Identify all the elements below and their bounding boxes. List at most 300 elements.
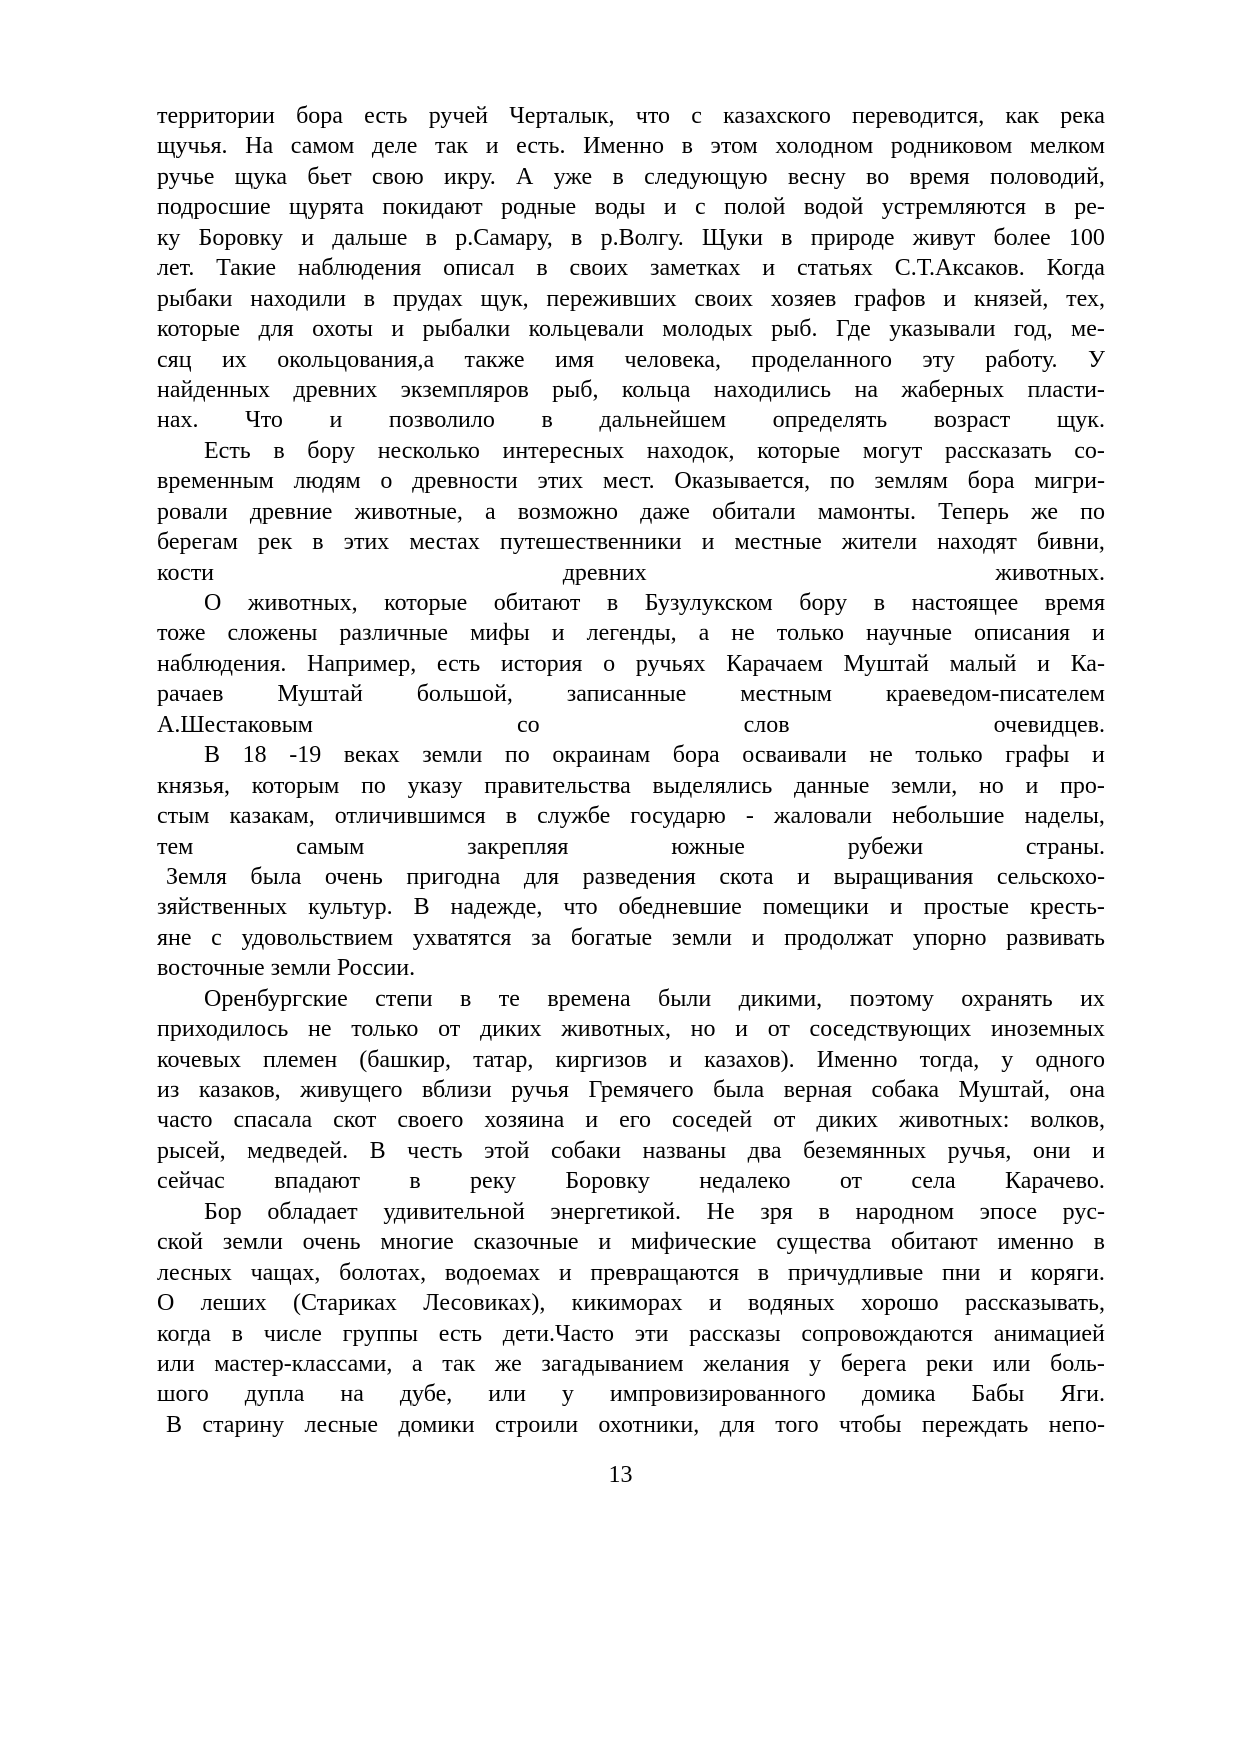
word: непо- (1048, 1411, 1105, 1438)
word: бору (307, 437, 356, 464)
word: числе (263, 1320, 322, 1347)
word: и (1092, 620, 1105, 647)
word: бивни, (1036, 529, 1105, 556)
word: по (829, 468, 855, 495)
word: Что (245, 407, 283, 434)
word: с (691, 103, 702, 129)
word: шого (157, 1381, 209, 1408)
word: также (464, 346, 525, 373)
word: переводится, (852, 103, 985, 129)
word: кресть- (1029, 894, 1105, 921)
word: в (1093, 1229, 1105, 1256)
word: заметках (650, 255, 741, 282)
word: дети.Часто (502, 1320, 615, 1347)
word: бора (296, 103, 343, 129)
word: ручья, (947, 1137, 1012, 1164)
word: верная (783, 1077, 853, 1103)
word: культур. (308, 894, 393, 921)
text-line (157, 923, 1105, 953)
word: анимацией (993, 1320, 1105, 1347)
text-line (157, 618, 1105, 648)
word: и (751, 924, 765, 951)
text-line (157, 832, 1105, 862)
word: в (363, 285, 376, 312)
word: водоемах (444, 1259, 541, 1286)
word: удовольствием (241, 924, 394, 951)
word: 100 (1068, 224, 1105, 251)
word: На (245, 133, 274, 160)
word: Бузулукском (644, 590, 773, 616)
word: села (911, 1168, 956, 1195)
word: иноземных (990, 1016, 1105, 1043)
word: были (658, 985, 712, 1012)
word: река (1060, 103, 1105, 129)
word: переждать (921, 1411, 1029, 1438)
word: зря (760, 1198, 793, 1225)
word: так (442, 1350, 476, 1377)
word: Когда (1046, 255, 1105, 282)
word: обитают (493, 590, 581, 616)
word: история (500, 650, 583, 677)
word: щучья. (157, 133, 228, 160)
word: выращивания (833, 863, 974, 890)
word: за (531, 924, 552, 951)
word: Бор (204, 1198, 242, 1225)
word: территории (157, 103, 275, 129)
word: и (585, 1107, 599, 1134)
text-block (157, 101, 1105, 1440)
word: водой (803, 194, 864, 221)
word: сельскохо- (996, 863, 1105, 890)
word: и (1025, 772, 1039, 799)
word: приходилось (157, 1016, 289, 1043)
word: со (516, 711, 540, 738)
word: для (523, 863, 560, 890)
word: год, (1013, 316, 1053, 343)
word: богатые (570, 924, 653, 951)
word: казахского (723, 103, 831, 129)
word: как (1005, 103, 1040, 129)
word: для (258, 316, 294, 343)
word: но (978, 772, 1004, 799)
word: В (369, 1137, 386, 1164)
word: рассказы (689, 1320, 781, 1347)
word: О (204, 590, 222, 616)
word: спасала (233, 1107, 313, 1134)
word: покидают (382, 194, 483, 221)
word: киргизов (555, 1046, 648, 1073)
text-line (157, 740, 1105, 770)
word: только (915, 742, 983, 769)
word: берегам (157, 529, 238, 556)
word: (башкир, (359, 1046, 452, 1073)
word: окольцования,а (277, 346, 435, 373)
text-line (157, 1288, 1105, 1318)
word: и (329, 407, 343, 434)
word: и (797, 863, 810, 890)
word: того (775, 1411, 819, 1438)
word: своих (569, 255, 629, 282)
word: про- (1060, 772, 1105, 799)
word: и (708, 1290, 722, 1317)
word: кости (157, 559, 215, 586)
word: Бабы (971, 1381, 1025, 1408)
word: прудах (392, 285, 463, 312)
word: в (873, 590, 886, 616)
word: Яги. (1060, 1381, 1105, 1408)
word: кольцевали (528, 316, 644, 343)
word: есть (364, 103, 408, 129)
word: Где (835, 316, 871, 343)
word: обитают (891, 1229, 978, 1256)
word: для (719, 1411, 755, 1438)
word: С.Т.Аксаков. (894, 255, 1025, 282)
word: во (866, 163, 890, 190)
word: которые (384, 590, 468, 616)
word: с (211, 924, 222, 951)
word: строили (494, 1411, 579, 1438)
word: есть (436, 650, 481, 677)
word: его (619, 1107, 652, 1134)
word: татар, (473, 1046, 534, 1073)
word: правительства (484, 772, 631, 799)
text-line (157, 284, 1105, 314)
word: у (1001, 1046, 1014, 1073)
word: в (606, 590, 619, 616)
word: не (308, 1016, 332, 1043)
word: и (735, 1016, 748, 1043)
word: удивительной (383, 1198, 525, 1225)
word: скот (333, 1107, 377, 1134)
text-line (157, 497, 1105, 527)
word: в (1044, 194, 1056, 221)
text-line (157, 984, 1105, 1014)
word: записанные (566, 681, 687, 708)
page-number: 13 (608, 1462, 633, 1488)
word: весну (787, 163, 846, 190)
word: животных. (995, 559, 1105, 586)
word: что (563, 894, 598, 921)
word: указу (407, 772, 463, 799)
word: у (809, 1350, 822, 1377)
word: и (669, 1046, 683, 1073)
word: переживших (546, 285, 677, 312)
word: России. (336, 955, 416, 982)
word: которым (251, 772, 340, 799)
word: только (351, 1016, 419, 1043)
word: а (411, 1350, 423, 1377)
word: с (695, 194, 706, 221)
word: родниковом (890, 133, 1013, 160)
word: в (312, 529, 324, 556)
text-line (157, 1379, 1105, 1409)
word: животных: (898, 1107, 1010, 1134)
word: дупла (244, 1381, 305, 1408)
word: бора (672, 742, 720, 769)
word: своих (694, 285, 754, 312)
word: находились (713, 376, 832, 403)
word: на (854, 376, 878, 403)
text-line (157, 192, 1105, 222)
word: сейчас (157, 1168, 225, 1195)
text-line (157, 649, 1105, 679)
word: возможно (517, 498, 619, 525)
word: так (434, 133, 469, 160)
word: имя (554, 346, 595, 373)
word: стым (157, 803, 210, 830)
word: те (498, 985, 520, 1012)
word: деле (371, 133, 418, 160)
word: загадыванием (541, 1350, 684, 1377)
word: в (460, 985, 472, 1012)
word: болотах, (339, 1259, 427, 1286)
word: два (747, 1137, 782, 1164)
word: даже (640, 498, 690, 525)
word: импровизированного (609, 1381, 826, 1408)
text-line (157, 1136, 1105, 1166)
word: щук. (1056, 407, 1105, 434)
word: малый (949, 650, 1017, 677)
word: человека, (624, 346, 721, 373)
word: и (663, 194, 677, 221)
word: щук, (480, 285, 529, 312)
word: дубе, (399, 1381, 453, 1408)
word: своего (397, 1107, 464, 1134)
word: вблизи (421, 1077, 492, 1103)
word: обитали (712, 498, 796, 525)
word: (Стариках (292, 1290, 397, 1317)
word: мастер-классами, (214, 1350, 393, 1377)
word: их (1080, 985, 1105, 1012)
word: и (301, 224, 315, 251)
word: рус- (1062, 1198, 1105, 1225)
word: тогда, (919, 1046, 980, 1073)
word: многие (380, 1229, 454, 1256)
word: желания (703, 1350, 790, 1377)
word: разведения (582, 863, 696, 890)
word: простые (923, 894, 1009, 921)
word: хозяев (770, 285, 837, 312)
word: Оренбургские (204, 985, 348, 1012)
word: именно (997, 1229, 1074, 1256)
text-line (157, 527, 1105, 557)
word: бору (799, 590, 848, 616)
word: ровали (157, 498, 228, 525)
word: берега (840, 1350, 907, 1377)
word: от (438, 1016, 461, 1043)
text-line (157, 953, 1105, 983)
word: рыбалки (422, 316, 511, 343)
word: землям (874, 468, 948, 495)
word: - (745, 803, 754, 830)
word: ручьях (635, 650, 706, 677)
word: энергетикой. (550, 1198, 682, 1225)
word: есть (438, 1320, 483, 1347)
word: несколько (377, 437, 480, 464)
word: Есть (204, 437, 251, 464)
word: описания (973, 620, 1070, 647)
word: что (635, 103, 670, 129)
word: же (1031, 498, 1059, 525)
word: В (413, 894, 430, 921)
word: жаловали (773, 803, 873, 830)
text-line (157, 558, 1105, 588)
word: небольшие (892, 803, 1005, 830)
word: собака (871, 1077, 939, 1103)
word: мелком (1029, 133, 1105, 160)
word: легенды, (586, 620, 677, 647)
word: и (558, 1259, 572, 1286)
word: животных, (561, 1016, 671, 1043)
word: различные (339, 620, 449, 647)
text-line (157, 801, 1105, 831)
word: охоты (312, 316, 373, 343)
word: Гремячего (588, 1077, 694, 1103)
word: икру. (443, 163, 496, 190)
word: найденных (157, 376, 271, 403)
word: хозяина (484, 1107, 565, 1134)
word: и (701, 529, 715, 556)
word: очень (324, 863, 383, 890)
word: степи (375, 985, 433, 1012)
word: зяйственных (157, 894, 288, 921)
word: время (1044, 590, 1105, 616)
word: земли, (891, 772, 958, 799)
word: настоящее (911, 590, 1019, 616)
word: группы (342, 1320, 418, 1347)
word: и (999, 1259, 1013, 1286)
text-line (157, 405, 1105, 435)
text-line (157, 314, 1105, 344)
word: данные (794, 772, 870, 799)
text-line (157, 892, 1105, 922)
word: превращаются (590, 1259, 740, 1286)
word: очень (302, 1229, 361, 1256)
word: в (425, 224, 437, 251)
word: яне (157, 924, 192, 951)
word: домики (398, 1411, 475, 1438)
word: устремляются (881, 194, 1027, 221)
word: кольца (621, 376, 691, 403)
word: на (340, 1381, 364, 1408)
word: бьет (307, 163, 352, 190)
word: этих (537, 468, 584, 495)
word: князей, (973, 285, 1049, 312)
word: рыбаки (157, 285, 233, 312)
word: племен (263, 1046, 338, 1073)
word: леших (200, 1290, 267, 1317)
word: нах. (157, 407, 199, 434)
word: живущего (300, 1077, 403, 1103)
word: рачаев (157, 681, 224, 708)
word: У (1087, 346, 1105, 373)
word: Например, (307, 650, 417, 677)
word: подросшие (157, 194, 271, 221)
word: и (598, 1229, 612, 1256)
text-line (157, 862, 1105, 892)
word: тоже (157, 620, 206, 647)
word: и (485, 133, 499, 160)
word: которые (157, 316, 241, 343)
word: самым (296, 833, 365, 860)
word: жаберных (901, 376, 1005, 403)
word: осваивали (742, 742, 847, 769)
word: пласти- (1027, 376, 1105, 403)
word: волков, (1030, 1107, 1105, 1134)
word: и (1092, 1137, 1105, 1164)
word: дальше (332, 224, 408, 251)
word: которые (757, 437, 841, 464)
word: в (273, 437, 285, 464)
word: народном (855, 1198, 955, 1225)
word: боль- (1050, 1350, 1105, 1377)
word: или (157, 1350, 195, 1377)
word: местах (409, 529, 480, 556)
word: была (250, 863, 302, 890)
word: причудливые (787, 1259, 924, 1286)
word: и (1037, 650, 1050, 677)
word: рассказывать, (964, 1290, 1105, 1317)
word: в (781, 224, 793, 251)
word: и (943, 285, 957, 312)
word: впадают (274, 1168, 360, 1195)
word: время (909, 163, 970, 190)
word: земли (222, 1229, 283, 1256)
word: могут (862, 437, 923, 464)
word: описал (443, 255, 515, 282)
text-line (157, 1227, 1105, 1257)
word: старину (202, 1411, 285, 1438)
word: Щуки (701, 224, 763, 251)
word: они (1032, 1137, 1071, 1164)
word: очевидцев. (993, 711, 1105, 738)
word: Муштай (277, 681, 363, 708)
word: и (551, 620, 565, 647)
word: рек (257, 529, 293, 556)
word: тем (157, 833, 194, 860)
text-line (157, 710, 1105, 740)
word: окраинам (552, 742, 651, 769)
word: охранять (961, 985, 1053, 1012)
word: наделы, (1024, 803, 1105, 830)
word: а (698, 620, 710, 647)
word: О (157, 1290, 175, 1317)
word: и (391, 316, 405, 343)
word: воды (594, 194, 646, 221)
word: Карачаем (726, 650, 823, 677)
text-line (157, 1166, 1105, 1196)
word: древности (412, 468, 518, 495)
word: в (409, 1168, 421, 1195)
word: земли (422, 742, 483, 769)
word: слов (743, 711, 790, 738)
word: этих (343, 529, 390, 556)
word: упорно (912, 924, 987, 951)
word: восточные (157, 955, 265, 982)
word: не (869, 742, 893, 769)
word: ручей (428, 103, 488, 129)
word: животных, (247, 590, 358, 616)
word: но (690, 1016, 716, 1043)
word: службе (537, 803, 611, 830)
word: экземпляров (400, 376, 529, 403)
text-line (157, 162, 1105, 192)
word: надежде, (450, 894, 543, 921)
word: в (541, 407, 553, 434)
word: древних (562, 559, 647, 586)
word: кочевых (157, 1046, 241, 1073)
word: водяных (748, 1290, 835, 1317)
